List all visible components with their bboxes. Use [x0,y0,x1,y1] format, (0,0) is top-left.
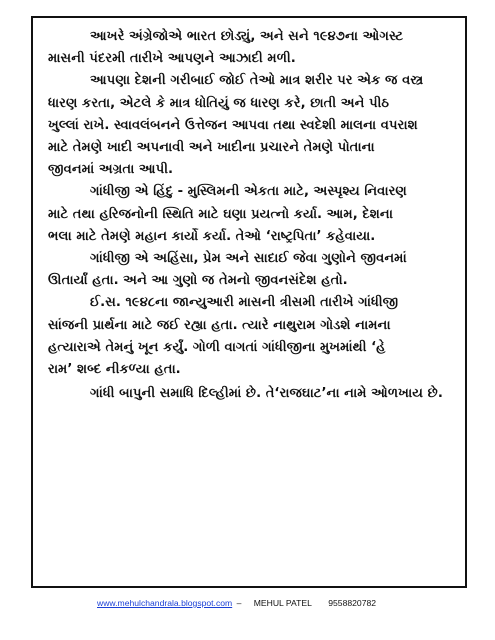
author-name: MEHUL PATEL [253,598,312,608]
text-line: જીવનમાં અગ્રતા આપી. [48,162,174,178]
text-line: આપણા દેશની ગરીબાઈ જોઈ તેઓ માત્ર શરીર પર એક જ વસ્ત્ર [90,73,424,89]
text-line: ખુલ્લાં રાખે. સ્વાવલંબનને ઉત્તેજન આપવા તથા સ્વદેશી માલના વપરાશ [48,117,418,133]
text-line: હત્યારાએ તેમનું ખૂન કર્યું. ગોળી વાગતાં ગાંધીજીના મુખમાંથી ‘હે [48,339,386,355]
text-line: ગાંધીજી એ હિંદુ - મુસ્લિમની એકતા માટે, અસ્પૃશ્ય નિવારણ [90,184,407,200]
gujarati-text-block [48,26,458,405]
footer-separator: – [236,598,242,608]
text-line: ઈ.સ. ૧૯૪૮ના જાન્યુઆરી માસની ત્રીસમી તારીખે ગાંધીજી [90,295,399,311]
phone-number: 9558820782 [328,598,377,608]
text-line: માટે તથા હરિજનોની સ્થિતિ માટે ઘણા પ્રયત્નો કર્યા. આમ, દેશના [48,206,393,222]
text-line: ગાંધી બાપુની સમાધિ દિલ્હીમાં છે. તે‘રાજઘાટ’ના નામે ઓળખાય છે. [90,386,443,402]
text-line: ભલા માટે તેમણે મહાન કાર્યો કર્યા. તેઓ ‘રાષ્ટ્રપિતા’ કહેવાયા. [48,228,376,244]
text-line: સાંજની પ્રાર્થના માટે જઈ રહ્યા હતા. ત્યારે નાથુરામ ગોડશે નામના [48,317,391,333]
text-line: ગાંધીજી એ અહિંસા, પ્રેમ અને સાદાઈ જેવા ગુણોને જીવનમાં [90,251,407,267]
footer [97,598,376,608]
text-line: માટે તેમણે ખાદી અપનાવી અને ખાદીના પ્રચારને તેમણે પોતાના [48,140,375,156]
text-line: માસની પંદરમી તારીખે આપણને આઝાદી મળી. [48,51,296,67]
text-line: રામ’ શબ્દ નીકળ્યા હતા. [48,362,181,378]
text-line: ધારણ કરતા, એટલે કે માત્ર ધોતિયું જ ધારણ કરે, છાતી અને પીઠ [48,95,390,111]
blog-link[interactable]: www.mehulchandrala.blogspot.com [97,598,233,608]
text-line: આખરે અંગ્રેજોએ ભારત છોડ્યું, અને સને ૧૯૪૭ના ઓગસ્ટ [90,29,404,44]
text-line: ઊતાર્યાં હતા. અને આ ગુણો જ તેમનો જીવનસંદેશ હતો. [48,273,348,289]
